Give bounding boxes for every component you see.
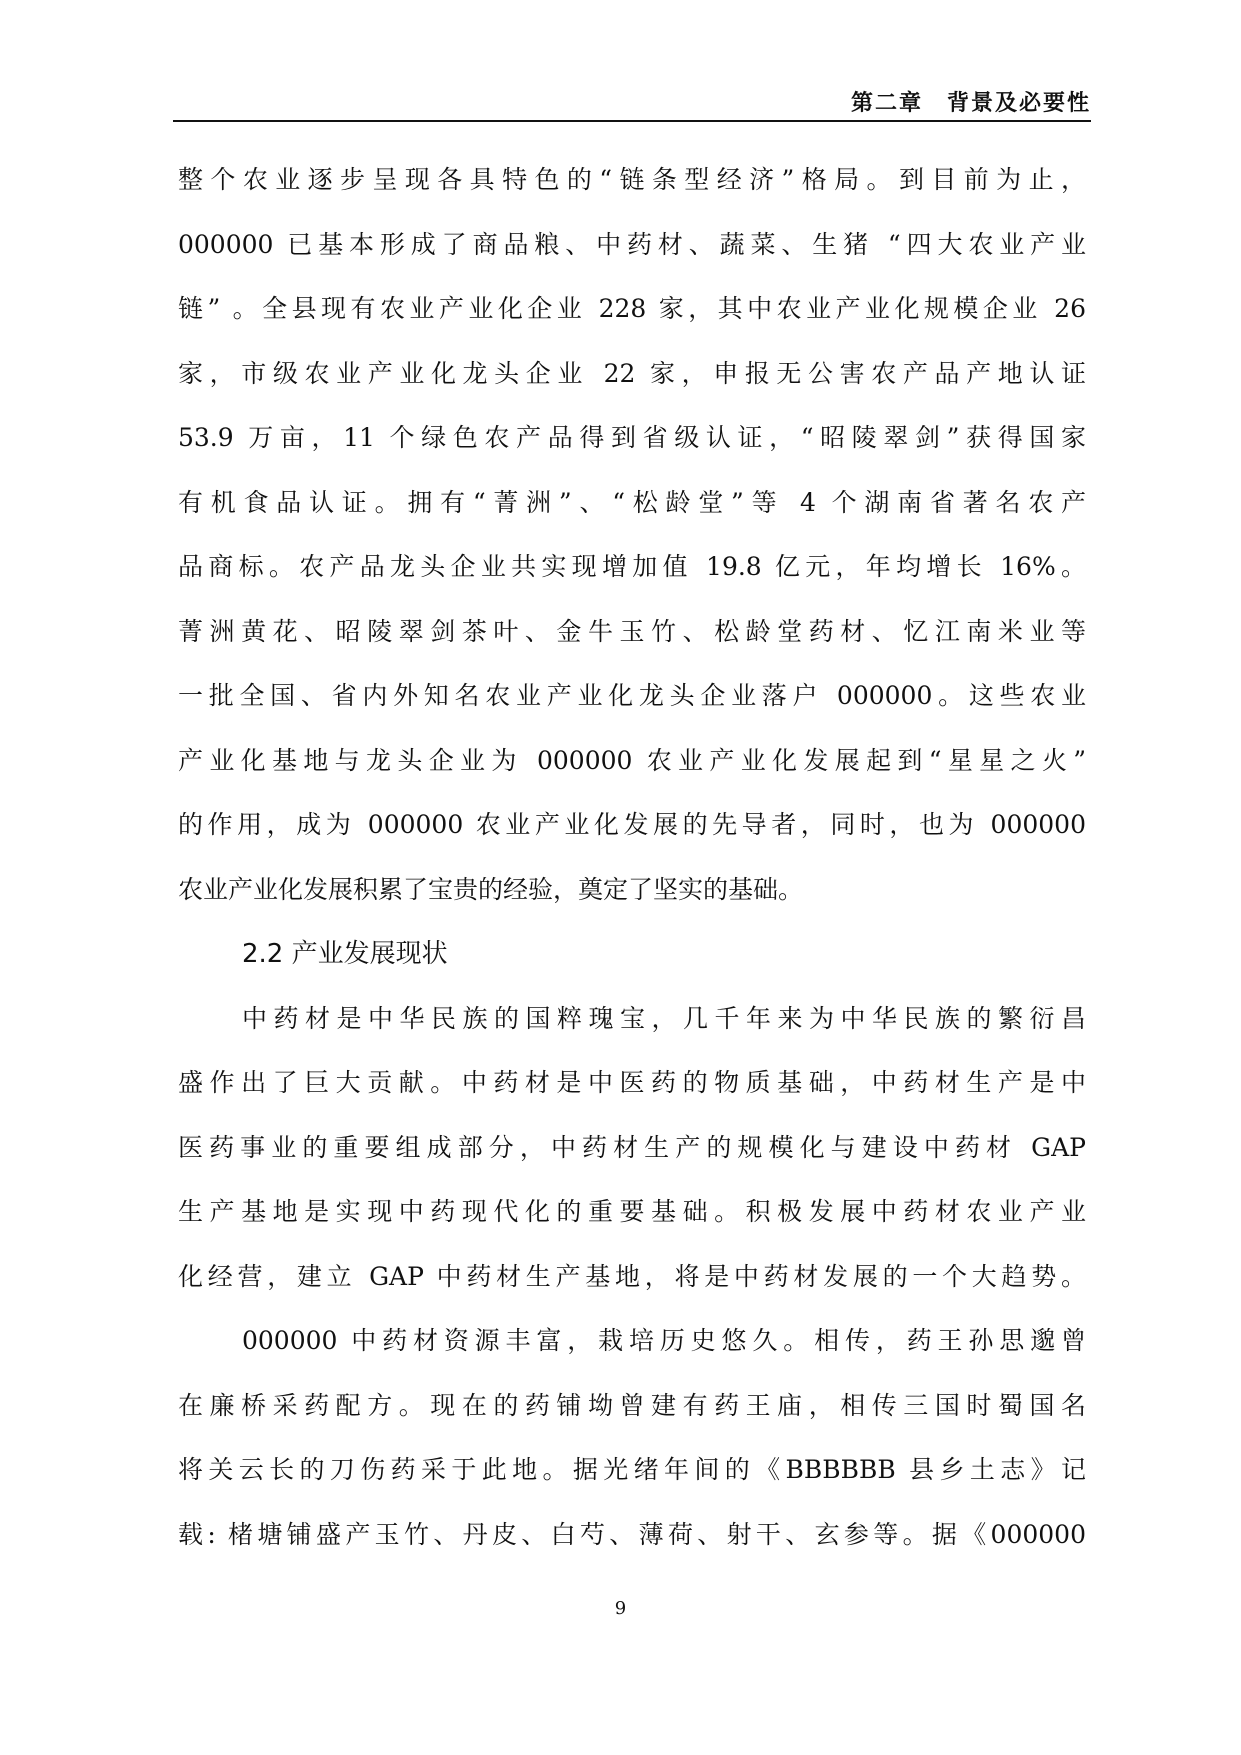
- paragraph-3: [178, 1309, 1086, 1567]
- paragraph-2: [178, 987, 1086, 1310]
- paragraph-1: [178, 148, 1086, 922]
- text-line: 在廉桥采药配方。现在的药铺坳曾建有药王庙，相传三国时蜀国名: [178, 1390, 1086, 1420]
- text-line: 将关云长的刀伤药采于此地。据光绪年间的《BBBBBB 县乡土志》记: [178, 1455, 1086, 1484]
- text-line: 中药材是中华民族的国粹瑰宝，几千年来为中华民族的繁衍昌: [242, 1003, 1086, 1033]
- text-line: 医药事业的重要组成部分，中药材生产的规模化与建设中药材 GAP: [178, 1132, 1086, 1162]
- text-line: 一批全国、省内外知名农业产业化龙头企业落户 000000。这些农业: [178, 681, 1086, 710]
- header-rule: [173, 120, 1091, 122]
- text-line: 的作用，成为 000000 农业产业化发展的先导者，同时，也为 000000: [178, 810, 1086, 839]
- text-line: 有机食品认证。拥有“菁洲”、“松龄堂”等 4 个湖南省著名农产: [178, 487, 1086, 517]
- text-line: 品商标。农产品龙头企业共实现增加值 19.8 亿元，年均增长 16%。: [178, 552, 1086, 581]
- text-line: 链” 。全县现有农业产业化企业 228 家，其中农业产业化规模企业 26: [178, 294, 1086, 323]
- text-line: 生产基地是实现中药现代化的重要基础。积极发展中药材农业产业: [178, 1197, 1086, 1226]
- text-line: 53.9 万亩，11 个绿色农产品得到省级认证，“昭陵翠剑”获得国家: [178, 423, 1086, 452]
- chapter-title: 第二章 背景及必要性: [850, 91, 1091, 116]
- body-text: [178, 148, 1086, 1567]
- text-line: 整个农业逐步呈现各具特色的“链条型经济”格局。到目前为止，: [178, 165, 1086, 194]
- section-heading: 2.2 产业发展现状: [242, 939, 448, 969]
- text-line: 农业产业化发展积累了宝贵的经验，奠定了坚实的基础。: [178, 874, 804, 904]
- text-line: 产业化基地与龙头企业为 000000 农业产业化发展起到“星星之火”: [178, 745, 1086, 775]
- text-line: 载: 楮塘铺盛产玉竹、丹皮、白芍、薄荷、射干、玄参等。据《000000: [178, 1519, 1086, 1549]
- text-line: 盛作出了巨大贡献。中药材是中医药的物质基础，中药材生产是中: [178, 1068, 1086, 1097]
- text-line: 家，市级农业产业化龙头企业 22 家，申报无公害农产品产地认证: [178, 358, 1086, 388]
- text-line: 000000 已基本形成了商品粮、中药材、蔬菜、生猪 “四大农业产业: [178, 229, 1086, 259]
- running-header: [173, 86, 1091, 120]
- text-line: 化经营，建立 GAP 中药材生产基地，将是中药材发展的一个大趋势。: [178, 1261, 1086, 1291]
- text-line: 菁洲黄花、昭陵翠剑茶叶、金牛玉竹、松龄堂药材、忆江南米业等: [178, 616, 1086, 646]
- text-line: 000000 中药材资源丰富，栽培历史悠久。相传，药王孙思邈曾: [242, 1326, 1086, 1355]
- page-number: 9: [614, 1598, 627, 1619]
